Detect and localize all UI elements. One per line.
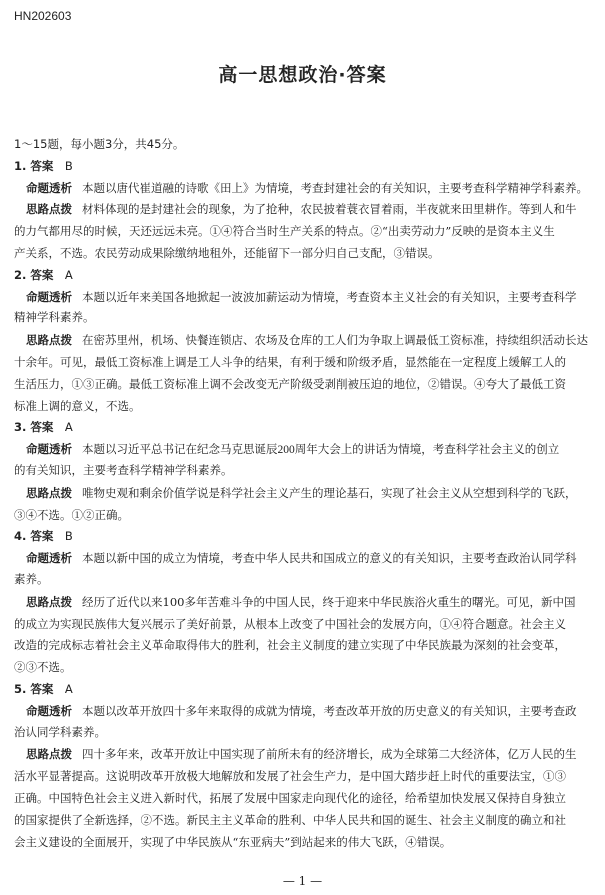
thinking-text: ③④不选。①②正确。 bbox=[14, 507, 129, 522]
question-block bbox=[14, 526, 592, 679]
question-block bbox=[14, 679, 592, 853]
analysis-line bbox=[14, 570, 592, 592]
thinking-text: 的成立为实现民族伟大复兴展示了美好前景，从根本上改变了中国社会的发展方向，①④符合题意。社会主义 bbox=[14, 616, 566, 631]
analysis-label: 命题透析 bbox=[26, 180, 72, 195]
thinking-text: 唯物史观和剩余价值学说是科学社会主义产生的理论基石，实现了社会主义从空想到科学的飞跃， bbox=[82, 485, 577, 500]
answer-heading: 3. 答案 bbox=[14, 420, 54, 435]
thinking-line bbox=[14, 221, 592, 243]
answer-line bbox=[14, 156, 592, 178]
thinking-label: 思路点拨 bbox=[26, 594, 72, 609]
answer-heading: 2. 答案 bbox=[14, 267, 54, 282]
analysis-line bbox=[14, 178, 592, 200]
answer-heading: 1. 答案 bbox=[14, 158, 54, 173]
answer-content bbox=[14, 134, 592, 853]
thinking-line bbox=[14, 810, 592, 832]
thinking-label: 思路点拨 bbox=[26, 333, 72, 348]
analysis-line bbox=[14, 287, 592, 309]
thinking-line bbox=[14, 505, 592, 527]
analysis-text: 本题以新中国的成立为情境，考查中华人民共和国成立的意义的有关知识，主要考查政治认同学科 bbox=[82, 553, 577, 566]
thinking-line bbox=[14, 352, 592, 374]
thinking-text: 正确。中国特色社会主义进入新时代，拓展了发展中国家走向现代化的途径，给希望加快发展又保持自身独立 bbox=[14, 790, 566, 805]
analysis-label: 命题透析 bbox=[26, 703, 72, 718]
analysis-line bbox=[14, 723, 592, 745]
question-block bbox=[14, 265, 592, 418]
analysis-text: 本题以改革开放四十多年来取得的成就为情境，考查改革开放的历史意义的有关知识，主要考查政 bbox=[82, 705, 577, 718]
thinking-text: 十余年。可见，最低工资标准上调是工人斗争的结果，有利于缓和阶级矛盾，显然能在一定程度上缓解工人的 bbox=[14, 354, 566, 369]
thinking-text: ②③不选。 bbox=[14, 660, 72, 675]
thinking-text: 标准上调的意义，不选。 bbox=[14, 398, 141, 413]
analysis-line bbox=[14, 461, 592, 483]
analysis-line bbox=[14, 439, 592, 461]
analysis-text: 的有关知识，主要考查科学精神学科素养。 bbox=[14, 464, 233, 477]
question-list bbox=[14, 156, 592, 854]
document-code: HN202603 bbox=[14, 9, 72, 23]
answer-line bbox=[14, 265, 592, 287]
thinking-line bbox=[14, 374, 592, 396]
thinking-text: 四十多年来，改革开放让中国实现了前所未有的经济增长，成为全球第二大经济体，亿万人民的生 bbox=[82, 747, 577, 762]
answer-value: A bbox=[64, 681, 73, 696]
thinking-line bbox=[14, 766, 592, 788]
thinking-text: 的力气都用尽的时候，天还远远未亮。①④符合当时生产关系的特点。②“出卖劳动力”反映的是资本主义生 bbox=[14, 224, 555, 239]
analysis-text: 本题以近年来美国各地掀起一波波加薪运动为情境，考查资本主义社会的有关知识，主要考查科学 bbox=[82, 291, 577, 304]
page-number: — 1 — bbox=[282, 874, 323, 888]
thinking-text: 生活压力，①③正确。最低工资标准上调不会改变无产阶级受剥削被压迫的地位，②错误。④夸大了最低工资 bbox=[14, 376, 566, 391]
answer-heading: 5. 答案 bbox=[14, 681, 54, 696]
answer-value: A bbox=[64, 267, 73, 282]
analysis-label: 命题透析 bbox=[26, 442, 72, 457]
analysis-line bbox=[14, 701, 592, 723]
thinking-text: 改造的完成标志着社会主义革命取得伟大的胜利，社会主义制度的建立实现了中华民族最为深刻的社会变革， bbox=[14, 638, 566, 653]
thinking-label: 思路点拨 bbox=[26, 485, 72, 500]
thinking-text: 产关系，不选。农民劳动成果除缴纳地租外，还能留下一部分归自己支配，③错误。 bbox=[14, 245, 440, 260]
thinking-line bbox=[14, 635, 592, 657]
thinking-label: 思路点拨 bbox=[26, 747, 72, 762]
question-block bbox=[14, 417, 592, 526]
answer-line bbox=[14, 526, 592, 548]
thinking-text: 材料体现的是封建社会的现象，为了抢种，农民披着蓑衣冒着雨，半夜就来田里耕作。等到人和牛 bbox=[82, 202, 577, 217]
analysis-line bbox=[14, 308, 592, 330]
thinking-line bbox=[14, 330, 592, 352]
thinking-line bbox=[14, 788, 592, 810]
thinking-line bbox=[14, 199, 592, 221]
analysis-label: 命题透析 bbox=[26, 289, 72, 304]
thinking-line bbox=[14, 243, 592, 265]
thinking-line bbox=[14, 832, 592, 854]
thinking-text: 经历了近代以来100多年苦难斗争的中国人民，终于迎来中华民族浴火重生的曙光。可见，新中国 bbox=[82, 594, 576, 609]
answer-line bbox=[14, 679, 592, 701]
question-block bbox=[14, 156, 592, 265]
thinking-text: 会主义建设的全面展开，实现了中华民族从“东亚病夫”到站起来的伟大飞跃，④错误。 bbox=[14, 834, 452, 849]
thinking-line bbox=[14, 614, 592, 636]
thinking-text: 在密苏里州，机场、快餐连锁店、农场及仓库的工人们为争取上调最低工资标准，持续组织活动长达 bbox=[82, 333, 588, 348]
document-title: 高一思想政治·答案 bbox=[218, 64, 387, 86]
analysis-label: 命题透析 bbox=[26, 551, 72, 566]
thinking-label: 思路点拨 bbox=[26, 202, 72, 217]
thinking-text: 的国家提供了全新选择，②不选。新民主主义革命的胜利、中华人民共和国的诞生、社会主义制度的确立和社 bbox=[14, 812, 566, 827]
answer-value: A bbox=[64, 420, 73, 435]
analysis-text: 精神学科素养。 bbox=[14, 312, 95, 325]
score-intro: 1～15题，每小题3分，共45分。 bbox=[14, 137, 185, 151]
answer-line bbox=[14, 417, 592, 439]
thinking-line bbox=[14, 396, 592, 418]
thinking-line bbox=[14, 592, 592, 614]
answer-value: B bbox=[64, 158, 73, 173]
answer-heading: 4. 答案 bbox=[14, 529, 54, 544]
analysis-line bbox=[14, 548, 592, 570]
answer-value: B bbox=[64, 529, 73, 544]
analysis-text: 本题以习近平总书记在纪念马克思诞辰200周年大会上的讲话为情境，考查科学社会主义的创立 bbox=[82, 444, 560, 457]
analysis-text: 治认同学科素养。 bbox=[14, 726, 106, 739]
analysis-text: 本题以唐代崔道融的诗歌《田上》为情境，考查封建社会的有关知识，主要考查科学精神学科素养。 bbox=[82, 182, 588, 195]
thinking-text: 活水平显著提高。这说明改革开放极大地解放和发展了社会生产力，是中国大踏步赶上时代的重要法宝，①③ bbox=[14, 769, 566, 784]
thinking-line bbox=[14, 744, 592, 766]
thinking-line bbox=[14, 483, 592, 505]
analysis-text: 素养。 bbox=[14, 573, 49, 586]
thinking-line bbox=[14, 657, 592, 679]
